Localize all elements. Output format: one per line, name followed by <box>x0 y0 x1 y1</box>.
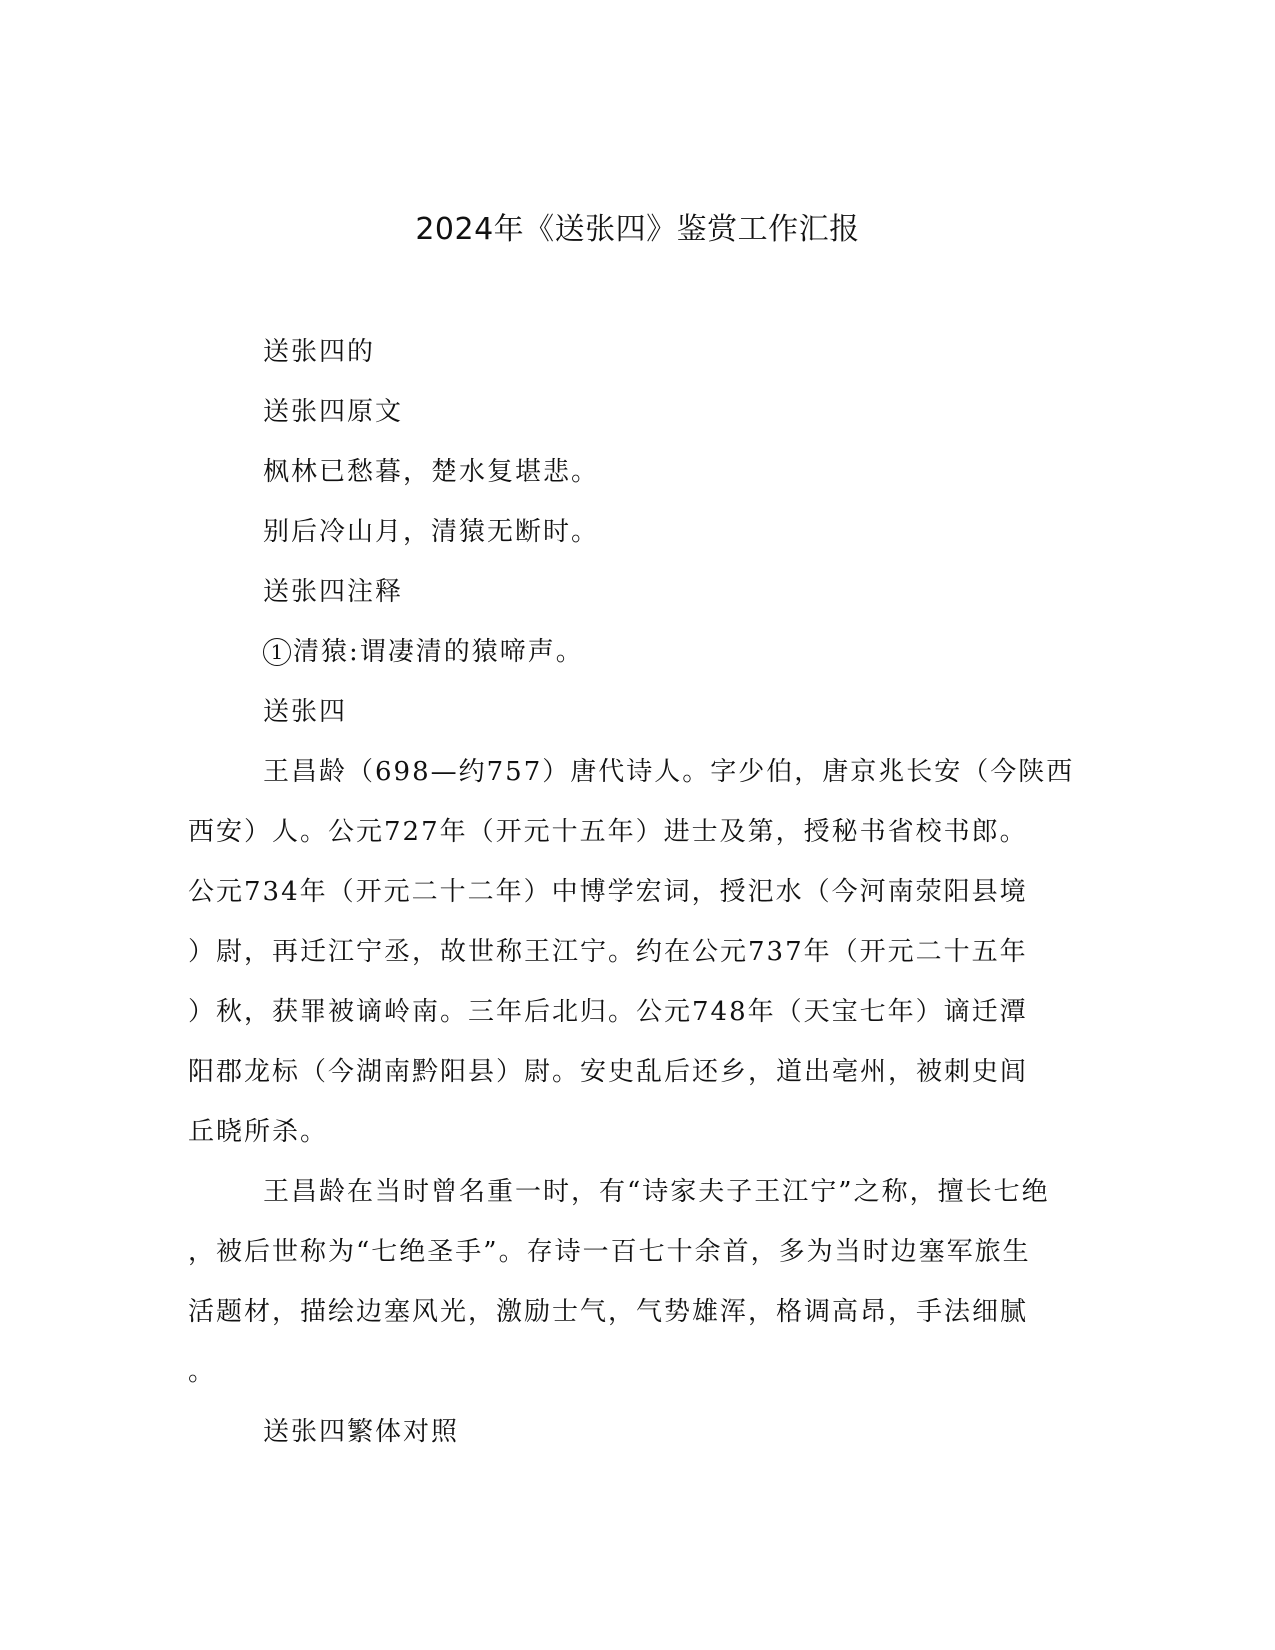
appraisal-line: ，被后世称为“七绝圣手”。存诗一百七十余首，多为当时边塞军旅生 <box>188 1237 1031 1267</box>
section-heading-original-text: 送张四原文 <box>263 397 404 427</box>
document-body <box>188 322 1075 1462</box>
section-heading-traditional: 送张四繁体对照 <box>263 1417 460 1447</box>
paragraph-heading: 送张四的 <box>263 337 376 367</box>
bio-line: 西安）人。公元727年（开元十五年）进士及第，授秘书省校书郎。 <box>188 817 1028 847</box>
appraisal-line: 。 <box>188 1357 217 1387</box>
poem-line-1: 枫林已愁暮，楚水复堪悲。 <box>263 457 600 487</box>
bio-line: ）秋，获罪被谪岭南。三年后北归。公元748年（天宝七年）谪迁潭 <box>188 997 1028 1027</box>
annotation-line <box>188 622 1066 682</box>
circled-number-marker: 1 <box>263 638 291 666</box>
section-heading-author: 送张四 <box>263 697 348 727</box>
appraisal-line: 活题材，描绘边塞风光，激励士气，气势雄浑，格调高昂，手法细腻 <box>188 1297 1029 1327</box>
bio-line: 丘晓所杀。 <box>188 1117 329 1147</box>
bio-line: 阳郡龙标（今湖南黔阳县）尉。安史乱后还乡，道出亳州，被刺史闾 <box>188 1057 1029 1087</box>
bio-line: ）尉，再迁江宁丞，故世称王江宁。约在公元737年（开元二十五年 <box>188 937 1028 967</box>
annotation-text: 清猿:谓凄清的猿啼声。 <box>293 637 584 667</box>
section-heading-annotation: 送张四注释 <box>263 577 404 607</box>
appraisal-line: 王昌龄在当时曾名重一时，有“诗家夫子王江宁”之称，擅长七绝 <box>263 1177 1050 1207</box>
bio-line: 公元734年（开元二十二年）中博学宏词，授汜水（今河南荥阳县境 <box>188 877 1028 907</box>
poem-line-2: 别后冷山月，清猿无断时。 <box>263 517 600 547</box>
document-title: 2024年《送张四》鉴赏工作汇报 <box>415 212 860 247</box>
bio-line: 王昌龄（698—约757）唐代诗人。字少伯，唐京兆长安（今陕西 <box>263 757 1075 787</box>
